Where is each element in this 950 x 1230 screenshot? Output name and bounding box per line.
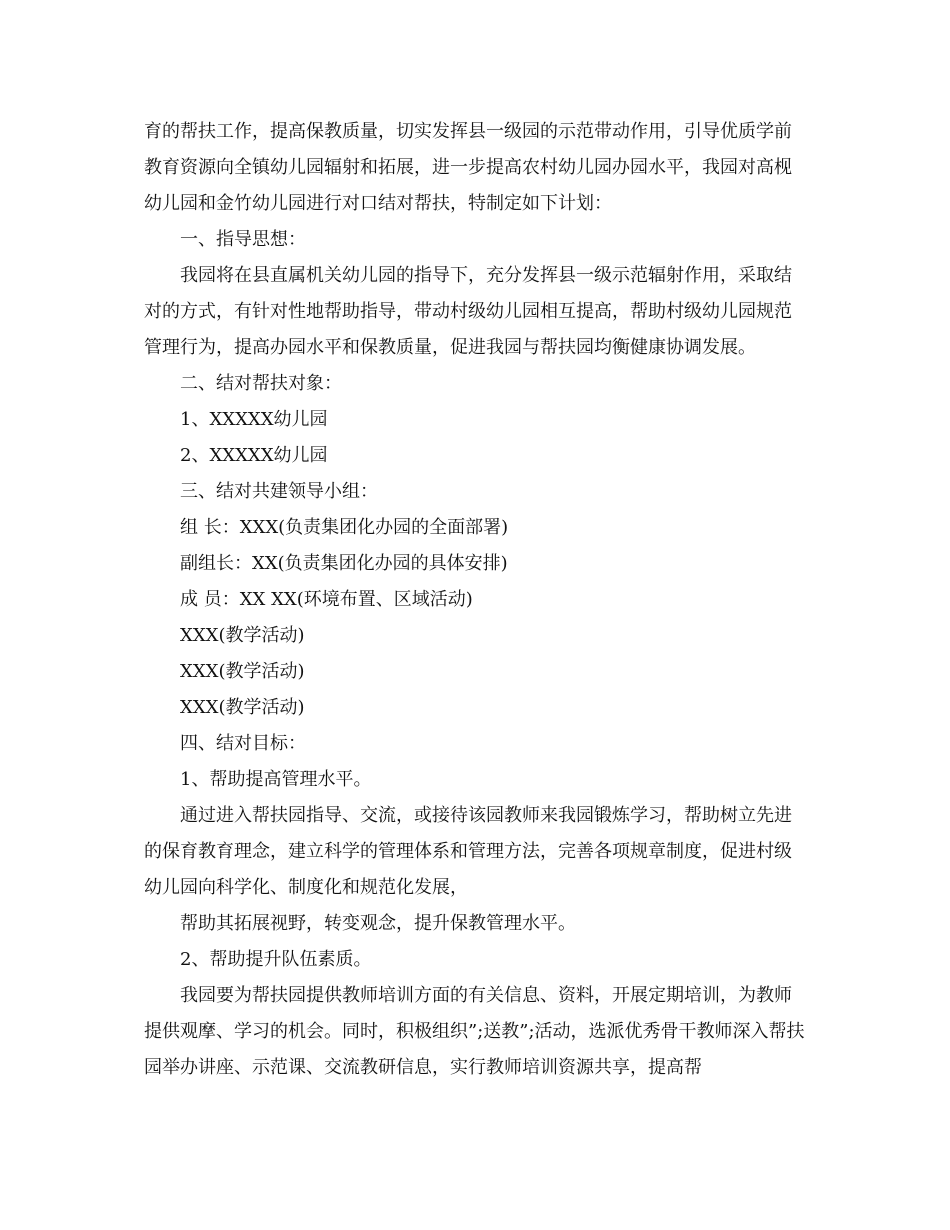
deputy-leader-line: 副组长：XX(负责集团化办园的具体安排) (180, 553, 508, 574)
document-body (144, 114, 808, 1086)
heading-leadership-group: 三、结对共建领导小组： (180, 481, 378, 502)
members-line: 成 员：XX XX(环境布置、区域活动) (180, 589, 473, 610)
goal-2-title: 2、帮助提升队伍素质。 (180, 949, 372, 970)
paragraph-intro-continued: 育的帮扶工作，提高保教质量，切实发挥县一级园的示范带动作用，引导优质学前教育资源向全镇幼儿园辐射和拓展，进一步提高农村幼儿园办园水平，我园对高枧幼儿园和金竹幼儿园进行对口结对帮扶，特制定如下计划： (144, 121, 792, 214)
goal-1-title: 1、帮助提高管理水平。 (180, 769, 372, 790)
list-item-target-2: 2、XXXXX幼儿园 (180, 445, 328, 466)
leader-line: 组 长：XXX(负责集团化办园的全面部署) (180, 517, 509, 538)
heading-pairing-targets: 二、结对帮扶对象： (180, 373, 342, 394)
member-line-1: XXX(教学活动) (180, 625, 305, 646)
member-line-2: XXX(教学活动) (180, 661, 305, 682)
paragraph-goal-1-continued: 帮助其拓展视野，转变观念，提升保教管理水平。 (180, 913, 576, 934)
paragraph-goal-1: 通过进入帮扶园指导、交流，或接待该园教师来我园锻炼学习，帮助树立先进的保育教育理念，建立科学的管理体系和管理方法，完善各项规章制度，促进村级幼儿园向科学化、制度化和规范化发展， (144, 805, 792, 898)
heading-pairing-goals: 四、结对目标： (180, 733, 306, 754)
member-line-3: XXX(教学活动) (180, 697, 305, 718)
heading-guiding-thought: 一、指导思想： (180, 229, 306, 250)
paragraph-goal-2: 我园要为帮扶园提供教师培训方面的有关信息、资料，开展定期培训，为教师提供观摩、学习的机会。同时，积极组织”;送教”;活动，选派优秀骨干教师深入帮扶园举办讲座、示范课、交流教研信息，实行教师培训资源共享，提高帮 (144, 985, 805, 1078)
list-item-target-1: 1、XXXXX幼儿园 (180, 409, 328, 430)
paragraph-guiding-thought: 我园将在县直属机关幼儿园的指导下，充分发挥县一级示范辐射作用，采取结对的方式，有针对性地帮助指导，带动村级幼儿园相互提高，帮助村级幼儿园规范管理行为，提高办园水平和保教质量，促进我园与帮扶园均衡健康协调发展。 (144, 265, 792, 358)
